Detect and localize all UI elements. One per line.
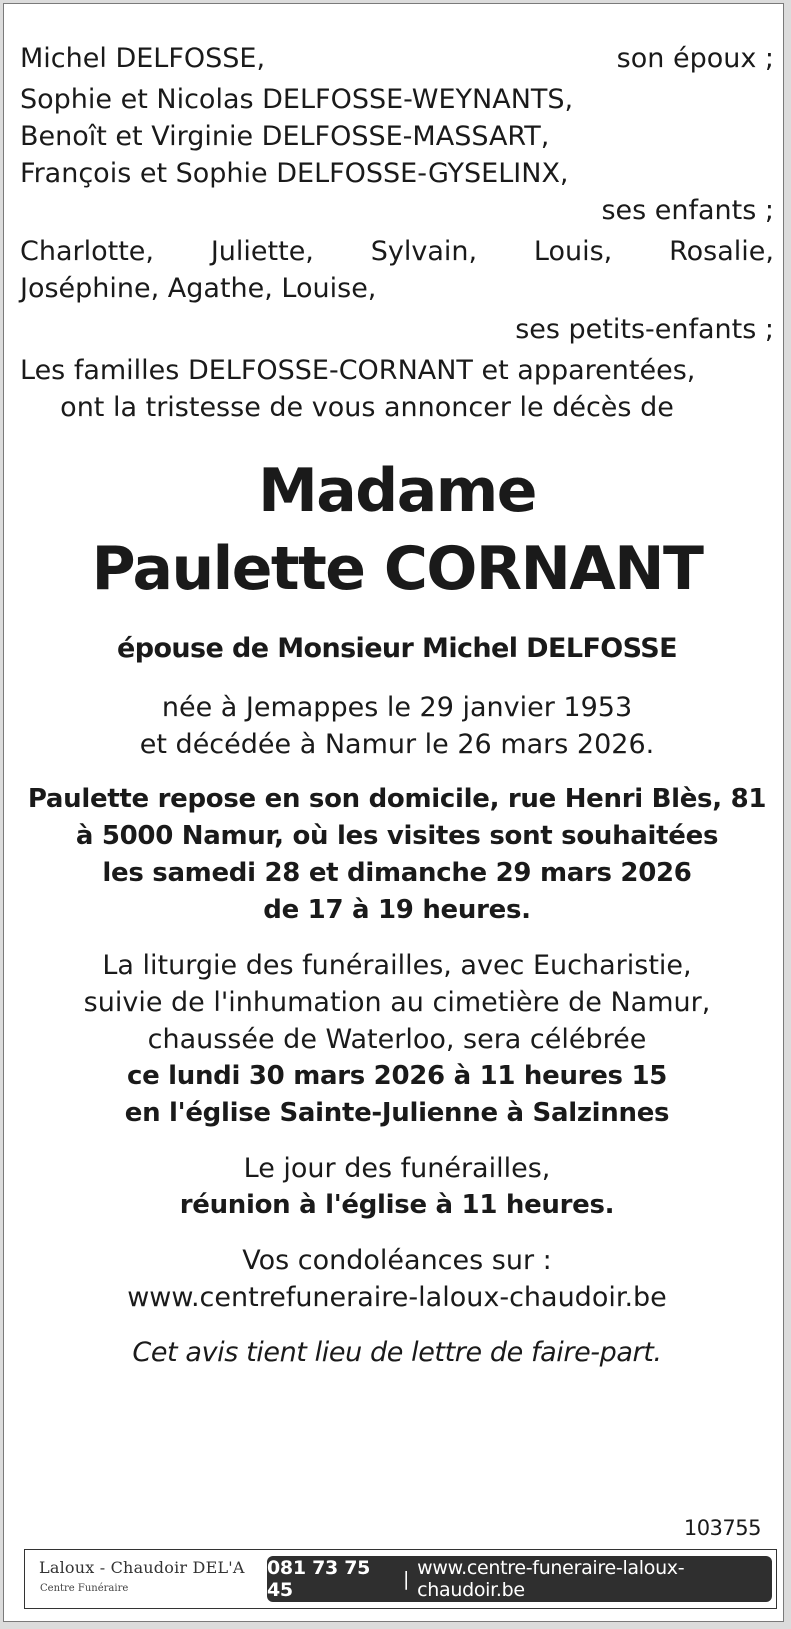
announcement: ont la tristesse de vous annoncer le décès de bbox=[60, 392, 674, 423]
child-line: Benoît et Virginie DELFOSSE-MASSART, bbox=[20, 121, 550, 152]
funeral-time: ce lundi 30 mars 2026 à 11 heures 15 bbox=[126, 1061, 668, 1091]
meeting-line: Le jour des funérailles, bbox=[243, 1153, 551, 1184]
grandchild-name: Charlotte, bbox=[20, 236, 154, 267]
death-line: et décédée à Namur le 26 mars 2026. bbox=[139, 729, 655, 760]
visitation-line: Paulette repose en son domicile, rue Henri Blès, 81 bbox=[27, 784, 767, 814]
condolences-url[interactable]: www.centrefuneraire-laloux-chaudoir.be bbox=[127, 1282, 667, 1313]
funeral-home-logo: Laloux - Chaudoir DEL'A bbox=[39, 1558, 245, 1577]
closing-note: Cet avis tient lieu de lettre de faire-part. bbox=[132, 1337, 662, 1368]
funeral-home-banner bbox=[24, 1549, 777, 1609]
obituary-notice bbox=[3, 3, 784, 1622]
visitation-line: de 17 à 19 heures. bbox=[263, 895, 531, 925]
birth-line: née à Jemappes le 29 janvier 1953 bbox=[161, 692, 633, 723]
visitation-line: à 5000 Namur, où les visites sont souhaitées bbox=[75, 821, 719, 851]
grandchild-name: Rosalie, bbox=[669, 236, 774, 267]
phone-number[interactable]: 081 73 75 45 bbox=[267, 1557, 371, 1601]
condolences-label: Vos condoléances sur : bbox=[242, 1245, 552, 1276]
meeting-time: réunion à l'église à 11 heures. bbox=[179, 1190, 615, 1220]
notice-body bbox=[20, 40, 774, 1371]
funeral-home-subtitle: Centre Funéraire bbox=[40, 1583, 129, 1594]
grandchildren-role: ses petits-enfants ; bbox=[515, 314, 774, 345]
grandchild-name: Juliette, bbox=[210, 236, 314, 267]
funeral-line: La liturgie des funérailles, avec Eucharistie, bbox=[102, 950, 692, 981]
spouse-name: Michel DELFOSSE, bbox=[20, 43, 266, 74]
grandchild-name: Sylvain, bbox=[370, 236, 478, 267]
separator: | bbox=[403, 1568, 410, 1590]
spouse-row bbox=[20, 40, 774, 77]
deceased-name: Paulette CORNANT bbox=[91, 534, 703, 604]
child-line: François et Sophie DELFOSSE-GYSELINX, bbox=[20, 158, 569, 189]
spouse-of: épouse de Monsieur Michel DELFOSSE bbox=[117, 633, 677, 664]
funeral-line: suivie de l'inhumation au cimetière de Namur, bbox=[83, 987, 711, 1018]
grandchild-name: Louis, bbox=[533, 236, 613, 267]
reference-number: 103755 bbox=[683, 1516, 761, 1540]
funeral-place: en l'église Sainte-Julienne à Salzinnes bbox=[124, 1098, 670, 1128]
children-role: ses enfants ; bbox=[601, 195, 774, 226]
child-line: Sophie et Nicolas DELFOSSE-WEYNANTS, bbox=[20, 84, 574, 115]
contact-box bbox=[267, 1556, 772, 1602]
visitation-line: les samedi 28 et dimanche 29 mars 2026 bbox=[102, 858, 692, 888]
grandchildren-line: Joséphine, Agathe, Louise, bbox=[20, 273, 377, 304]
funeral-line: chaussée de Waterloo, sera célébrée bbox=[147, 1024, 647, 1055]
grandchildren-line bbox=[20, 233, 774, 270]
footer-website-link[interactable]: www.centre-funeraire-laloux-chaudoir.be bbox=[417, 1557, 685, 1601]
families-line: Les familles DELFOSSE-CORNANT et apparentées, bbox=[20, 355, 696, 386]
spouse-role: son époux ; bbox=[616, 43, 774, 74]
deceased-title: Madame bbox=[258, 456, 536, 526]
